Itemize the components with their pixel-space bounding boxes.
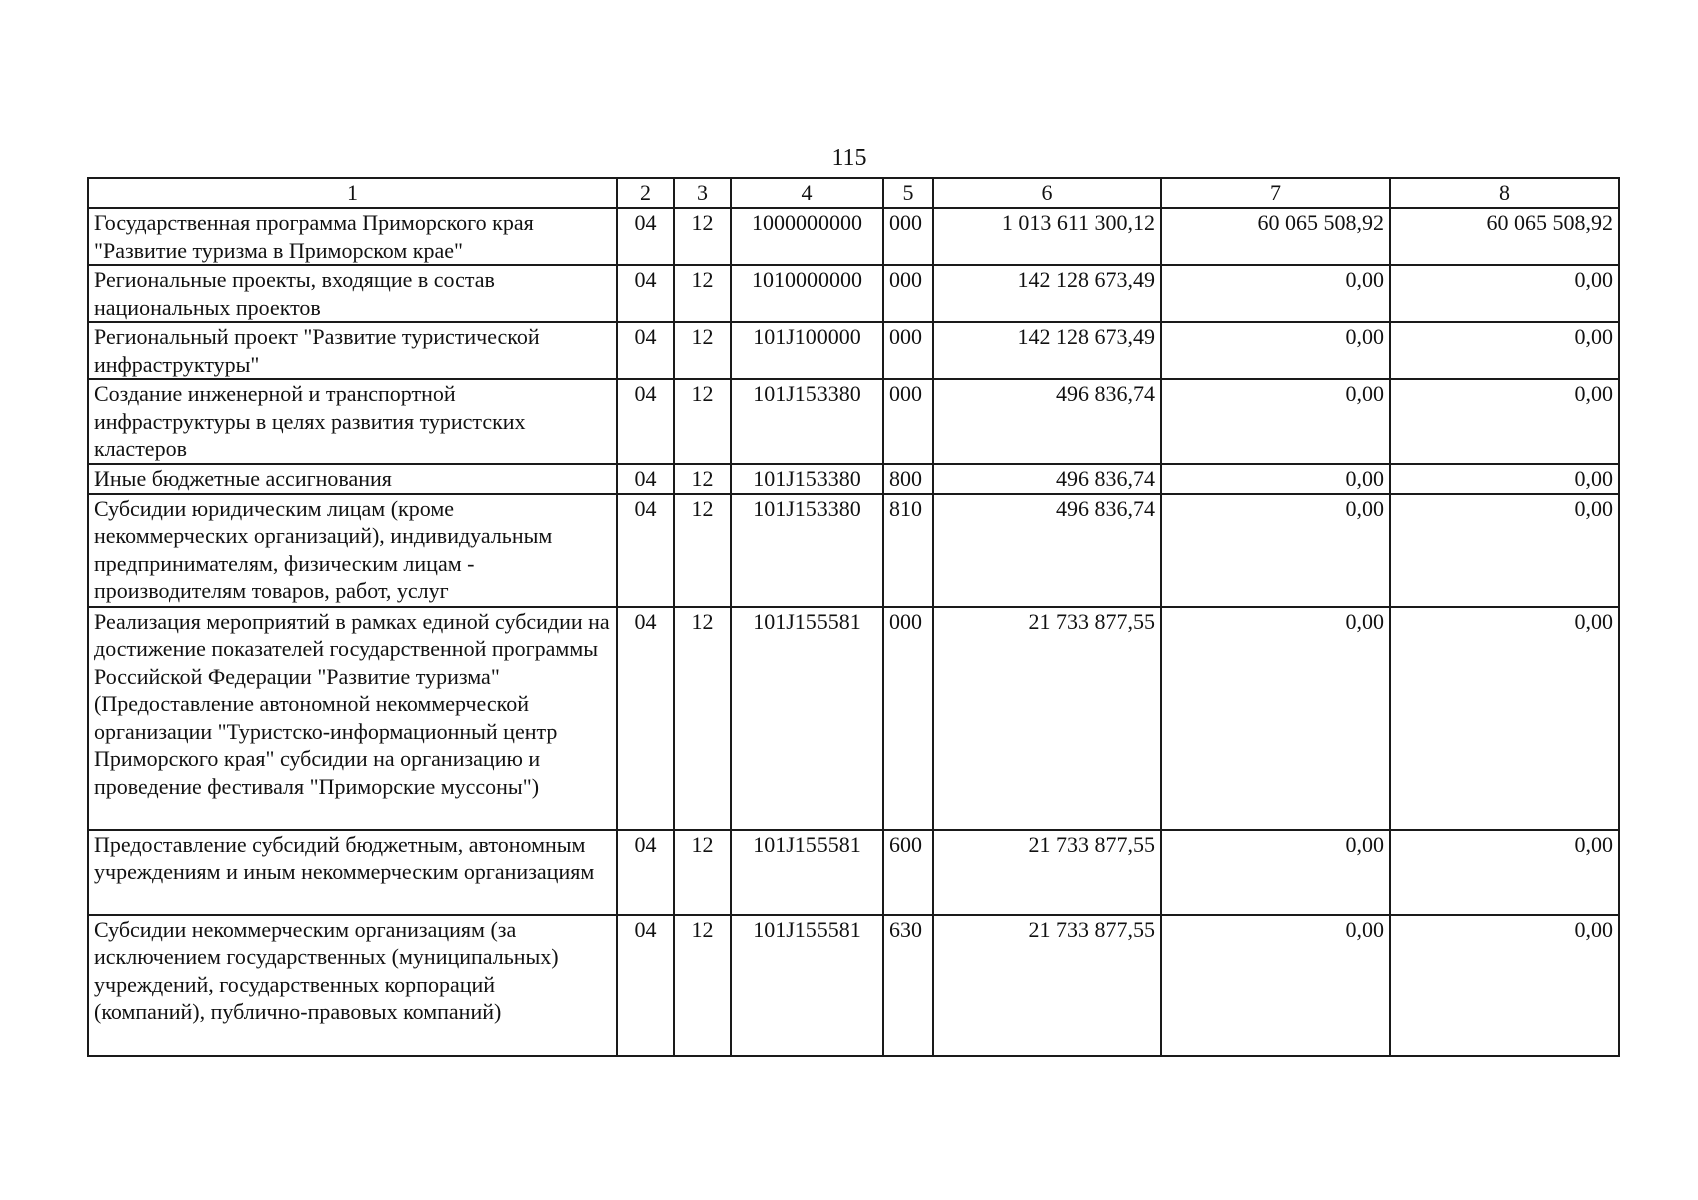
expense-type-code: 000: [883, 322, 933, 379]
target-article-code: 101J100000: [731, 322, 883, 379]
column-header: 8: [1390, 178, 1619, 208]
amount-col8: 0,00: [1390, 830, 1619, 915]
amount-col6: 1 013 611 300,12: [933, 208, 1161, 265]
amount-col8: 0,00: [1390, 464, 1619, 494]
target-article-code: 101J153380: [731, 464, 883, 494]
subsection-code: 12: [674, 265, 731, 322]
amount-col7: 60 065 508,92: [1161, 208, 1390, 265]
target-article-code: 1010000000: [731, 265, 883, 322]
expense-type-code: 000: [883, 208, 933, 265]
amount-col6: 142 128 673,49: [933, 322, 1161, 379]
table-row: [88, 494, 1619, 607]
subsection-code: 12: [674, 464, 731, 494]
column-header: 6: [933, 178, 1161, 208]
row-name: Иные бюджетные ассигнования: [88, 464, 617, 494]
expense-type-code: 810: [883, 494, 933, 607]
amount-col6: 142 128 673,49: [933, 265, 1161, 322]
table-row: [88, 607, 1619, 830]
amount-col8: 0,00: [1390, 265, 1619, 322]
amount-col6: 496 836,74: [933, 464, 1161, 494]
amount-col8: 0,00: [1390, 379, 1619, 464]
target-article-code: 1000000000: [731, 208, 883, 265]
expense-type-code: 000: [883, 379, 933, 464]
row-name: Государственная программа Приморского края "Развитие туризма в Приморском крае": [88, 208, 617, 265]
amount-col7: 0,00: [1161, 607, 1390, 830]
section-code: 04: [617, 265, 674, 322]
amount-col8: 0,00: [1390, 322, 1619, 379]
expense-type-code: 000: [883, 265, 933, 322]
column-header: 1: [88, 178, 617, 208]
amount-col7: 0,00: [1161, 915, 1390, 1056]
section-code: 04: [617, 208, 674, 265]
subsection-code: 12: [674, 915, 731, 1056]
table-row: [88, 322, 1619, 379]
expense-type-code: 800: [883, 464, 933, 494]
expense-type-code: 000: [883, 607, 933, 830]
table-row: [88, 379, 1619, 464]
target-article-code: 101J153380: [731, 379, 883, 464]
amount-col7: 0,00: [1161, 322, 1390, 379]
amount-col8: 60 065 508,92: [1390, 208, 1619, 265]
amount-col7: 0,00: [1161, 379, 1390, 464]
target-article-code: 101J155581: [731, 830, 883, 915]
expense-type-code: 600: [883, 830, 933, 915]
amount-col7: 0,00: [1161, 830, 1390, 915]
page-number: 115: [831, 145, 867, 171]
subsection-code: 12: [674, 494, 731, 607]
target-article-code: 101J155581: [731, 607, 883, 830]
amount-col6: 496 836,74: [933, 494, 1161, 607]
section-code: 04: [617, 830, 674, 915]
subsection-code: 12: [674, 607, 731, 830]
row-name: Субсидии некоммерческим организациям (за исключением государственных (муниципальных) учреждений, государственных корпораций (компаний), публично-правовых компаний): [88, 915, 617, 1056]
section-code: 04: [617, 379, 674, 464]
amount-col8: 0,00: [1390, 494, 1619, 607]
section-code: 04: [617, 494, 674, 607]
target-article-code: 101J155581: [731, 915, 883, 1056]
column-header: 2: [617, 178, 674, 208]
table-row: [88, 464, 1619, 494]
table-header: [88, 178, 1619, 208]
column-header: 7: [1161, 178, 1390, 208]
expense-type-code: 630: [883, 915, 933, 1056]
subsection-code: 12: [674, 379, 731, 464]
table-row: [88, 208, 1619, 265]
subsection-code: 12: [674, 322, 731, 379]
row-name: Региональные проекты, входящие в состав национальных проектов: [88, 265, 617, 322]
section-code: 04: [617, 607, 674, 830]
budget-table: [87, 177, 1620, 1057]
table-row: [88, 265, 1619, 322]
row-name: Региональный проект "Развитие туристической инфраструктуры": [88, 322, 617, 379]
subsection-code: 12: [674, 830, 731, 915]
row-name: Предоставление субсидий бюджетным, автономным учреждениям и иным некоммерческим организациям: [88, 830, 617, 915]
row-name: Реализация мероприятий в рамках единой субсидии на достижение показателей государственной программы Российской Федерации "Развитие туризма" (Предоставление автономной некоммерческой организации "Туристско-информационный центр Приморского края" субсидии на организацию и проведение фестиваля "Приморские муссоны"): [88, 607, 617, 830]
column-header: 3: [674, 178, 731, 208]
amount-col8: 0,00: [1390, 607, 1619, 830]
target-article-code: 101J153380: [731, 494, 883, 607]
subsection-code: 12: [674, 208, 731, 265]
section-code: 04: [617, 464, 674, 494]
amount-col6: 21 733 877,55: [933, 830, 1161, 915]
column-header: 5: [883, 178, 933, 208]
amount-col7: 0,00: [1161, 265, 1390, 322]
column-header: 4: [731, 178, 883, 208]
amount-col7: 0,00: [1161, 464, 1390, 494]
section-code: 04: [617, 322, 674, 379]
row-name: Создание инженерной и транспортной инфраструктуры в целях развития туристских кластеров: [88, 379, 617, 464]
amount-col6: 21 733 877,55: [933, 607, 1161, 830]
row-name: Субсидии юридическим лицам (кроме некоммерческих организаций), индивидуальным предпринимателям, физическим лицам - производителям товаров, работ, услуг: [88, 494, 617, 607]
table-row: [88, 915, 1619, 1056]
amount-col6: 496 836,74: [933, 379, 1161, 464]
amount-col8: 0,00: [1390, 915, 1619, 1056]
amount-col6: 21 733 877,55: [933, 915, 1161, 1056]
table-row: [88, 830, 1619, 915]
amount-col7: 0,00: [1161, 494, 1390, 607]
section-code: 04: [617, 915, 674, 1056]
